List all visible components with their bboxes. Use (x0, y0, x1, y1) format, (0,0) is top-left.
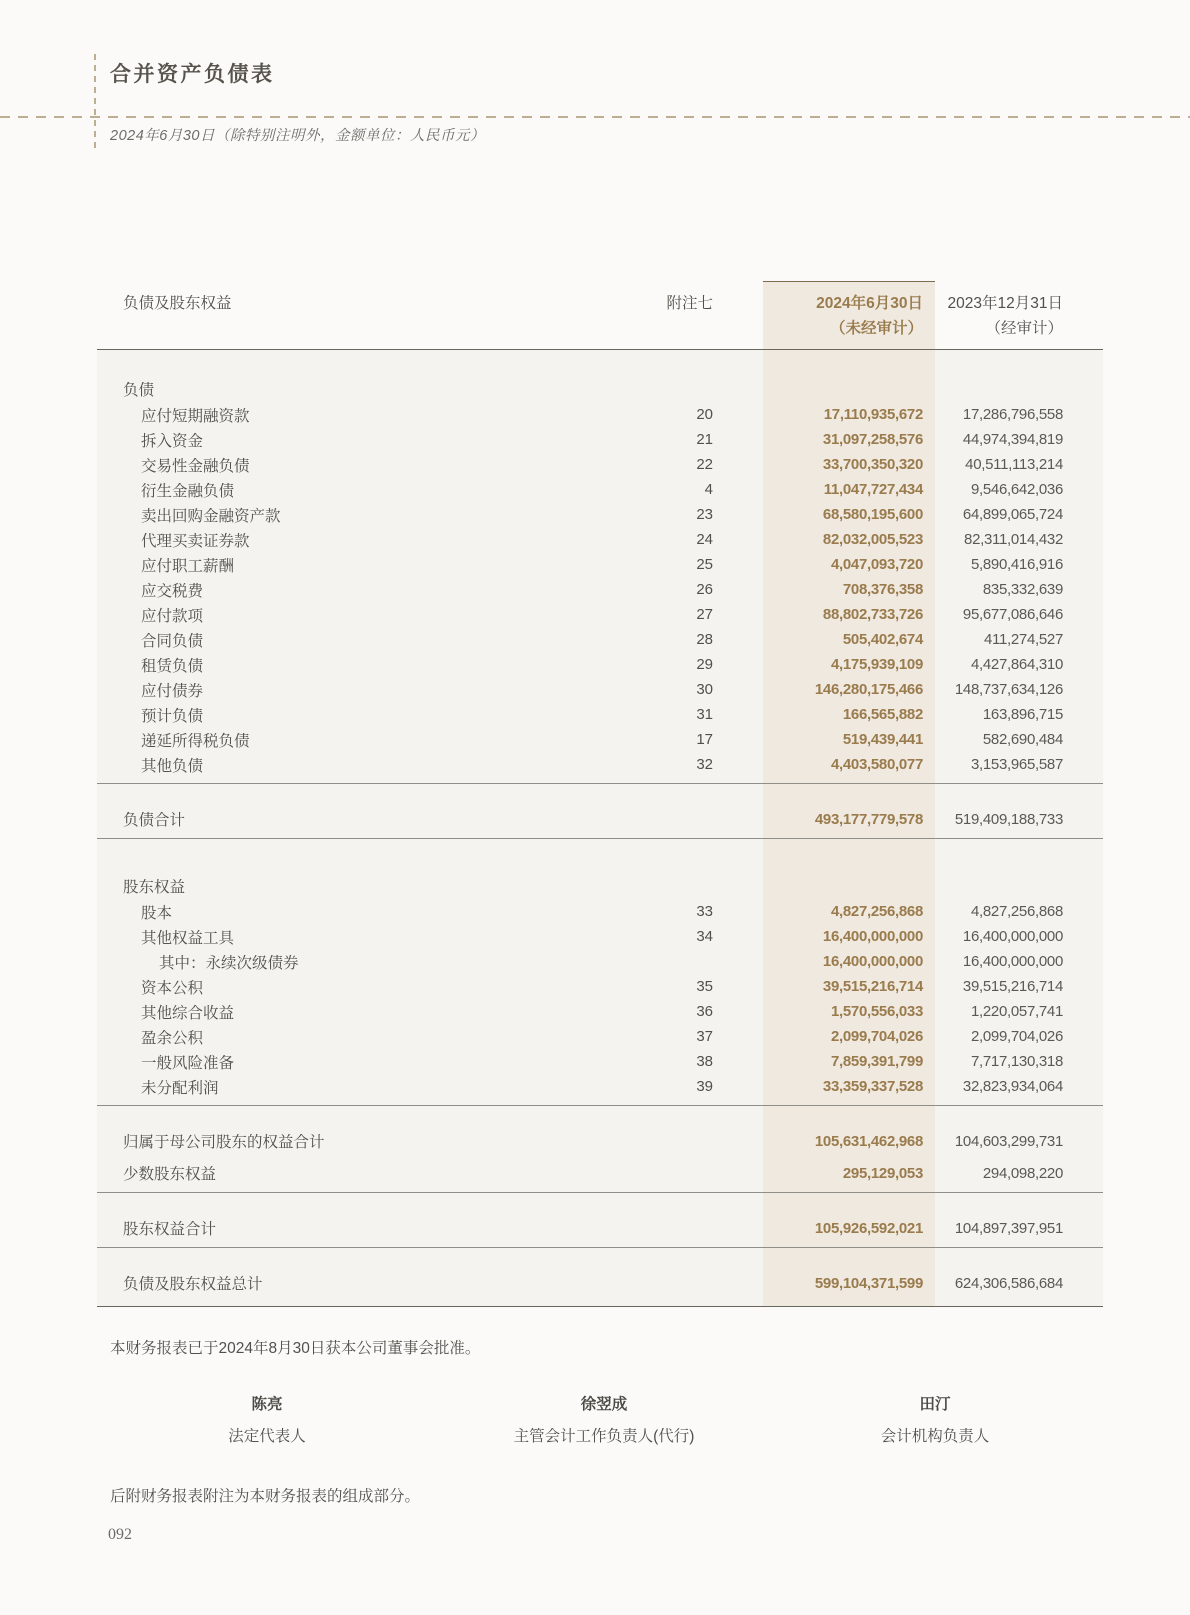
row-label: 应付款项 (141, 607, 204, 625)
row-label: 负债合计 (123, 812, 186, 829)
row-current-value: 4,175,939,109 (830, 656, 923, 673)
row-prior-value: 582,690,484 (982, 731, 1063, 748)
row-label: 衍生金融负债 (141, 482, 235, 500)
row-prior-value: 835,332,639 (982, 581, 1063, 598)
row-label: 股东权益合计 (123, 1221, 217, 1238)
row-label: 递延所得税负债 (141, 732, 250, 750)
row-label: 预计负债 (141, 707, 204, 725)
row-prior-value: 64,899,065,724 (962, 506, 1063, 523)
row-label: 其他负债 (141, 757, 204, 775)
table-row (97, 527, 1103, 552)
row-current-value: 105,631,462,968 (814, 1132, 923, 1150)
row-label: 租赁负债 (141, 657, 204, 675)
row-note: 38 (696, 1053, 713, 1070)
table-row (97, 949, 1103, 974)
row-prior-value: 294,098,220 (982, 1164, 1063, 1182)
balance-sheet-table (97, 281, 1103, 1307)
row-note: 35 (696, 978, 713, 995)
row-label: 应付债券 (141, 682, 204, 700)
row-label: 卖出回购金融资产款 (141, 507, 281, 525)
row-note: 36 (696, 1003, 713, 1020)
table-row (97, 602, 1103, 627)
row-prior-value: 32,823,934,064 (962, 1078, 1063, 1095)
row-label: 股东权益 (123, 879, 186, 896)
column-header-item: 负债及股东权益 (123, 295, 232, 312)
table-row (97, 1049, 1103, 1074)
table-row (97, 402, 1103, 427)
row-note: 30 (696, 681, 713, 698)
table-row (97, 1024, 1103, 1049)
section-row (97, 873, 1103, 899)
row-prior-value: 82,311,014,432 (964, 531, 1063, 548)
table-row (97, 752, 1103, 777)
row-note: 28 (696, 631, 713, 648)
table-row (97, 577, 1103, 602)
row-prior-value: 3,153,965,587 (970, 756, 1063, 773)
row-note: 17 (696, 731, 713, 748)
current-audit-label: （未经审计） (829, 320, 923, 337)
row-current-value: 7,859,391,799 (830, 1053, 923, 1070)
table-row (97, 627, 1103, 652)
row-current-value: 31,097,258,576 (822, 431, 923, 448)
row-prior-value: 163,896,715 (982, 706, 1063, 723)
table-row (97, 1270, 1103, 1296)
row-current-value: 2,099,704,026 (830, 1028, 923, 1045)
row-current-value: 82,032,005,523 (822, 531, 923, 548)
table-row (97, 652, 1103, 677)
table-row (97, 1215, 1103, 1241)
row-prior-value: 1,220,057,741 (970, 1003, 1063, 1020)
table-row (97, 806, 1103, 832)
row-label: 应付职工薪酬 (141, 557, 235, 575)
row-label: 交易性金融负债 (141, 457, 250, 475)
row-prior-value: 95,677,086,646 (962, 606, 1063, 623)
row-label: 其他综合收益 (141, 1004, 235, 1022)
table-row (97, 452, 1103, 477)
table-row (97, 727, 1103, 752)
vertical-dashed-accent (94, 54, 96, 150)
row-prior-value: 4,827,256,868 (970, 903, 1063, 920)
row-prior-value: 17,286,796,558 (962, 406, 1063, 423)
page-subtitle: 2024年6月30日（除特别注明外，金额单位：人民币元） (110, 128, 485, 144)
row-note: 22 (696, 456, 713, 473)
horizontal-dashed-divider (0, 116, 1190, 118)
row-note: 33 (696, 903, 713, 920)
row-label: 应交税费 (141, 582, 204, 600)
row-current-value: 4,047,093,720 (830, 556, 923, 573)
row-current-value: 33,359,337,528 (822, 1078, 923, 1095)
row-note: 37 (696, 1028, 713, 1045)
row-current-value: 33,700,350,320 (822, 456, 923, 473)
row-current-value: 105,926,592,021 (814, 1219, 923, 1237)
current-date-label: 2024年6月30日 (816, 295, 923, 312)
row-prior-value: 411,274,527 (983, 631, 1063, 648)
row-prior-value: 104,897,397,951 (954, 1219, 1063, 1237)
row-label: 资本公积 (141, 979, 204, 997)
row-prior-value: 16,400,000,000 (962, 928, 1063, 945)
row-current-value: 146,280,175,466 (814, 681, 923, 698)
row-current-value: 599,104,371,599 (814, 1274, 923, 1292)
row-prior-value: 519,409,188,733 (954, 810, 1063, 828)
row-prior-value: 5,890,416,916 (970, 556, 1063, 573)
row-prior-value: 16,400,000,000 (962, 953, 1063, 970)
table-row (97, 1160, 1103, 1186)
row-current-value: 17,110,935,672 (823, 406, 923, 423)
row-label: 归属于母公司股东的权益合计 (123, 1134, 325, 1151)
row-note: 32 (696, 756, 713, 773)
table-row (97, 427, 1103, 452)
table-divider (97, 1247, 1103, 1248)
row-note: 39 (696, 1078, 713, 1095)
row-note: 23 (696, 506, 713, 523)
row-current-value: 68,580,195,600 (822, 506, 923, 523)
page-number: 092 (108, 1526, 132, 1543)
row-current-value: 708,376,358 (842, 581, 923, 598)
row-current-value: 4,403,580,077 (830, 756, 923, 773)
row-label: 代理买卖证券款 (141, 532, 250, 550)
row-note: 27 (696, 606, 713, 623)
row-current-value: 295,129,053 (842, 1164, 923, 1182)
table-header-row (97, 281, 1103, 350)
row-current-value: 166,565,882 (842, 706, 923, 723)
page-title: 合并资产负债表 (110, 63, 275, 86)
row-note: 24 (696, 531, 713, 548)
row-current-value: 493,177,779,578 (814, 810, 923, 828)
table-row (97, 552, 1103, 577)
table-row (97, 924, 1103, 949)
row-prior-value: 2,099,704,026 (970, 1028, 1063, 1045)
row-current-value: 4,827,256,868 (830, 903, 923, 920)
row-prior-value: 148,737,634,126 (954, 681, 1063, 698)
table-divider (97, 1192, 1103, 1193)
table-divider (97, 1105, 1103, 1106)
column-header-prior (935, 291, 1103, 341)
table-divider (97, 838, 1103, 839)
section-row (97, 376, 1103, 402)
table-divider (97, 783, 1103, 784)
row-prior-value: 40,511,113,214 (965, 456, 1063, 473)
signer-name-legal-representative: 陈亮 (251, 1396, 283, 1413)
row-label: 负债及股东权益总计 (123, 1276, 263, 1293)
signer-role-chief-accountant: 主管会计工作负责人(代行) (513, 1428, 695, 1445)
table-row (97, 999, 1103, 1024)
row-label: 少数股东权益 (123, 1166, 217, 1183)
prior-date-label: 2023年12月31日 (947, 295, 1063, 312)
prior-audit-label: （经审计） (985, 320, 1063, 337)
signer-role-legal-representative: 法定代表人 (228, 1428, 306, 1445)
row-current-value: 39,515,216,714 (822, 978, 923, 995)
row-note: 34 (696, 928, 713, 945)
row-label: 合同负债 (141, 632, 204, 650)
column-header-current (725, 291, 935, 341)
table-row (97, 502, 1103, 527)
row-current-value: 519,439,441 (842, 731, 923, 748)
row-note: 31 (696, 706, 713, 723)
row-label: 股本 (141, 904, 173, 922)
table-row (97, 677, 1103, 702)
row-label: 其中：永续次级债券 (159, 954, 299, 972)
table-row (97, 899, 1103, 924)
row-prior-value: 104,603,299,731 (954, 1132, 1063, 1150)
table-row (97, 974, 1103, 999)
table-body (97, 350, 1103, 1307)
footer-note: 后附财务报表附注为本财务报表的组成部分。 (110, 1488, 421, 1505)
row-prior-value: 39,515,216,714 (962, 978, 1063, 995)
row-label: 盈余公积 (141, 1029, 204, 1047)
row-current-value: 1,570,556,033 (830, 1003, 923, 1020)
table-row (97, 1074, 1103, 1099)
table-row (97, 1128, 1103, 1154)
row-prior-value: 624,306,586,684 (954, 1274, 1063, 1292)
row-current-value: 505,402,674 (842, 631, 923, 648)
row-current-value: 88,802,733,726 (822, 606, 923, 623)
signer-name-accounting-head: 田汀 (919, 1396, 951, 1413)
row-prior-value: 4,427,864,310 (970, 656, 1063, 673)
board-approval-note: 本财务报表已于2024年8月30日获本公司董事会批准。 (110, 1340, 481, 1357)
table-row (97, 477, 1103, 502)
row-note: 21 (696, 431, 713, 448)
signer-role-accounting-head: 会计机构负责人 (880, 1428, 990, 1445)
table-row (97, 702, 1103, 727)
row-current-value: 11,047,727,434 (823, 481, 923, 498)
row-note: 25 (696, 556, 713, 573)
row-note: 26 (696, 581, 713, 598)
row-label: 未分配利润 (141, 1079, 219, 1097)
signer-name-chief-accountant: 徐翌成 (580, 1396, 628, 1413)
row-note: 20 (696, 406, 713, 423)
row-label: 拆入资金 (141, 432, 204, 450)
column-header-note: 附注七 (666, 295, 713, 312)
row-label: 其他权益工具 (141, 929, 235, 947)
row-label: 一般风险准备 (141, 1054, 235, 1072)
row-prior-value: 9,546,642,036 (970, 481, 1063, 498)
row-current-value: 16,400,000,000 (822, 928, 923, 945)
row-label: 应付短期融资款 (141, 407, 250, 425)
row-prior-value: 44,974,394,819 (962, 431, 1063, 448)
row-prior-value: 7,717,130,318 (970, 1053, 1063, 1070)
row-note: 29 (696, 656, 713, 673)
row-current-value: 16,400,000,000 (822, 953, 923, 970)
row-note: 4 (704, 481, 713, 498)
row-label: 负债 (123, 382, 155, 399)
